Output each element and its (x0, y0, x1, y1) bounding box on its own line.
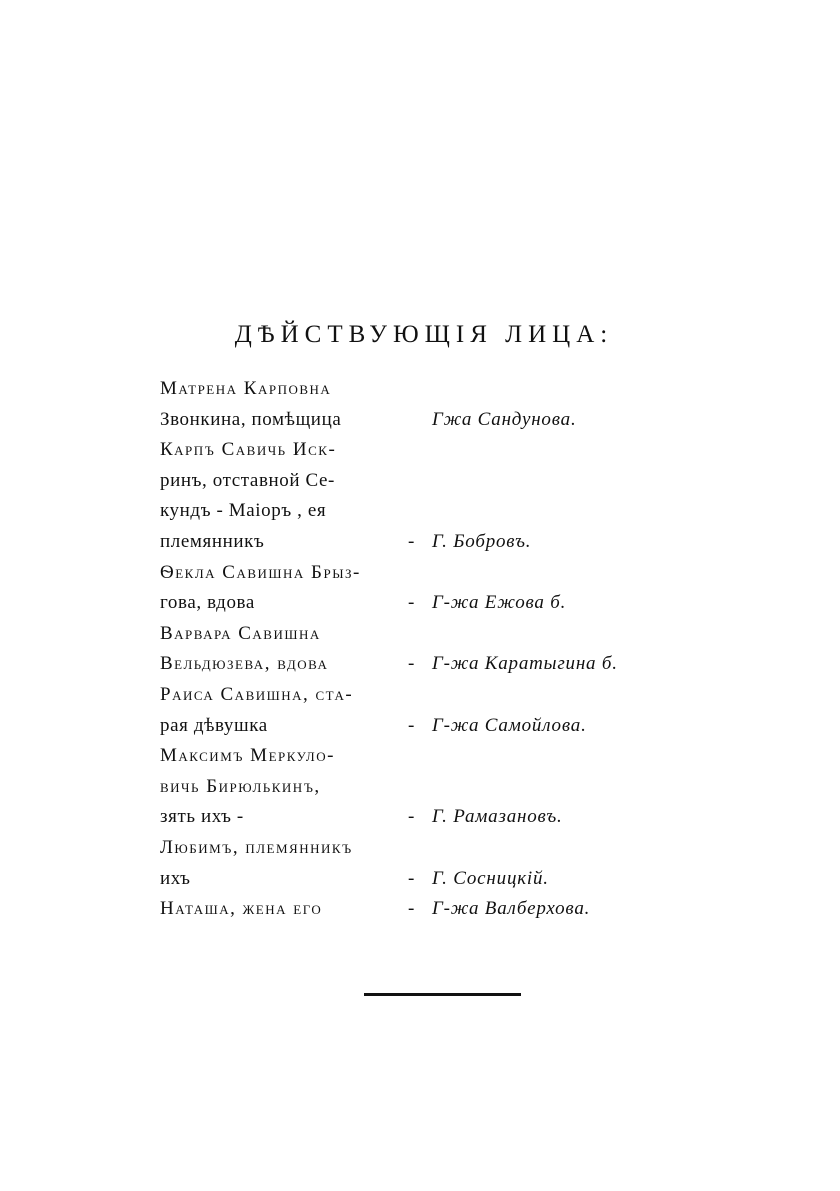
dash-separator: - (408, 806, 415, 828)
character-text: Максимъ Меркуло- (160, 745, 335, 767)
character-text: гова, вдова (160, 592, 255, 614)
dash-separator: - (408, 530, 415, 552)
cast-line (160, 833, 720, 864)
dash-separator: - (408, 653, 415, 675)
cast-list (160, 374, 720, 925)
cast-line (160, 619, 720, 650)
character-text: племянникъ (160, 530, 265, 552)
character-text: рая дѣвушка (160, 714, 268, 736)
actor-name: Г-жа Ежова б. (432, 592, 567, 614)
character-text: ринъ, отставной Се- (160, 469, 335, 491)
cast-line (160, 680, 720, 711)
character-text: Варвара Савишна (160, 622, 321, 644)
actor-name: Г. Сосницкій. (432, 867, 549, 889)
cast-line (160, 374, 720, 405)
actor-name: Г-жа Самойлова. (432, 714, 587, 736)
character-text: Любимъ, племянникъ (160, 836, 353, 858)
dash-separator: - (408, 592, 415, 614)
cast-line (160, 588, 720, 619)
character-text: Матрена Карповна (160, 378, 332, 399)
cast-line (160, 527, 720, 558)
cast-line (160, 435, 720, 466)
cast-line (160, 802, 720, 833)
dash-separator: - (408, 898, 415, 920)
actor-name: Г. Рамазановъ. (432, 806, 563, 828)
cast-heading: ДѢЙСТВУЮЩІЯ ЛИЦА: (234, 321, 614, 348)
character-text: Звонкина, помѣщица (160, 408, 342, 430)
character-text: кундъ - Маіоръ , ея (160, 500, 327, 522)
cast-line (160, 466, 720, 497)
cast-line (160, 772, 720, 803)
cast-line (160, 496, 720, 527)
actor-name: Г-жа Каратыгина б. (432, 653, 618, 675)
dash-separator: - (408, 867, 415, 889)
actor-name: Г. Бобровъ. (432, 530, 532, 552)
cast-line (160, 741, 720, 772)
character-text: Наташа, жена его (160, 898, 323, 920)
cast-line (160, 894, 720, 925)
dash-separator: - (408, 714, 415, 736)
cast-line (160, 405, 720, 436)
character-text: зять ихъ - (160, 806, 244, 828)
actor-name: Гжа Сандунова. (432, 408, 577, 430)
cast-line (160, 711, 720, 742)
character-text: Раиса Савишна, ста- (160, 683, 354, 705)
character-text: вичь Бирюлькинъ, (160, 775, 321, 797)
character-text: Ѳекла Савишна Брыз- (160, 561, 361, 583)
closing-rule (364, 993, 521, 996)
cast-line (160, 649, 720, 680)
character-text: ихъ (160, 867, 191, 889)
actor-name: Г-жа Валберхова. (432, 898, 591, 920)
character-text: Карпъ Савичь Иск- (160, 439, 337, 461)
cast-line (160, 864, 720, 895)
cast-line (160, 558, 720, 589)
character-text: Вельдюзева, вдова (160, 653, 329, 675)
